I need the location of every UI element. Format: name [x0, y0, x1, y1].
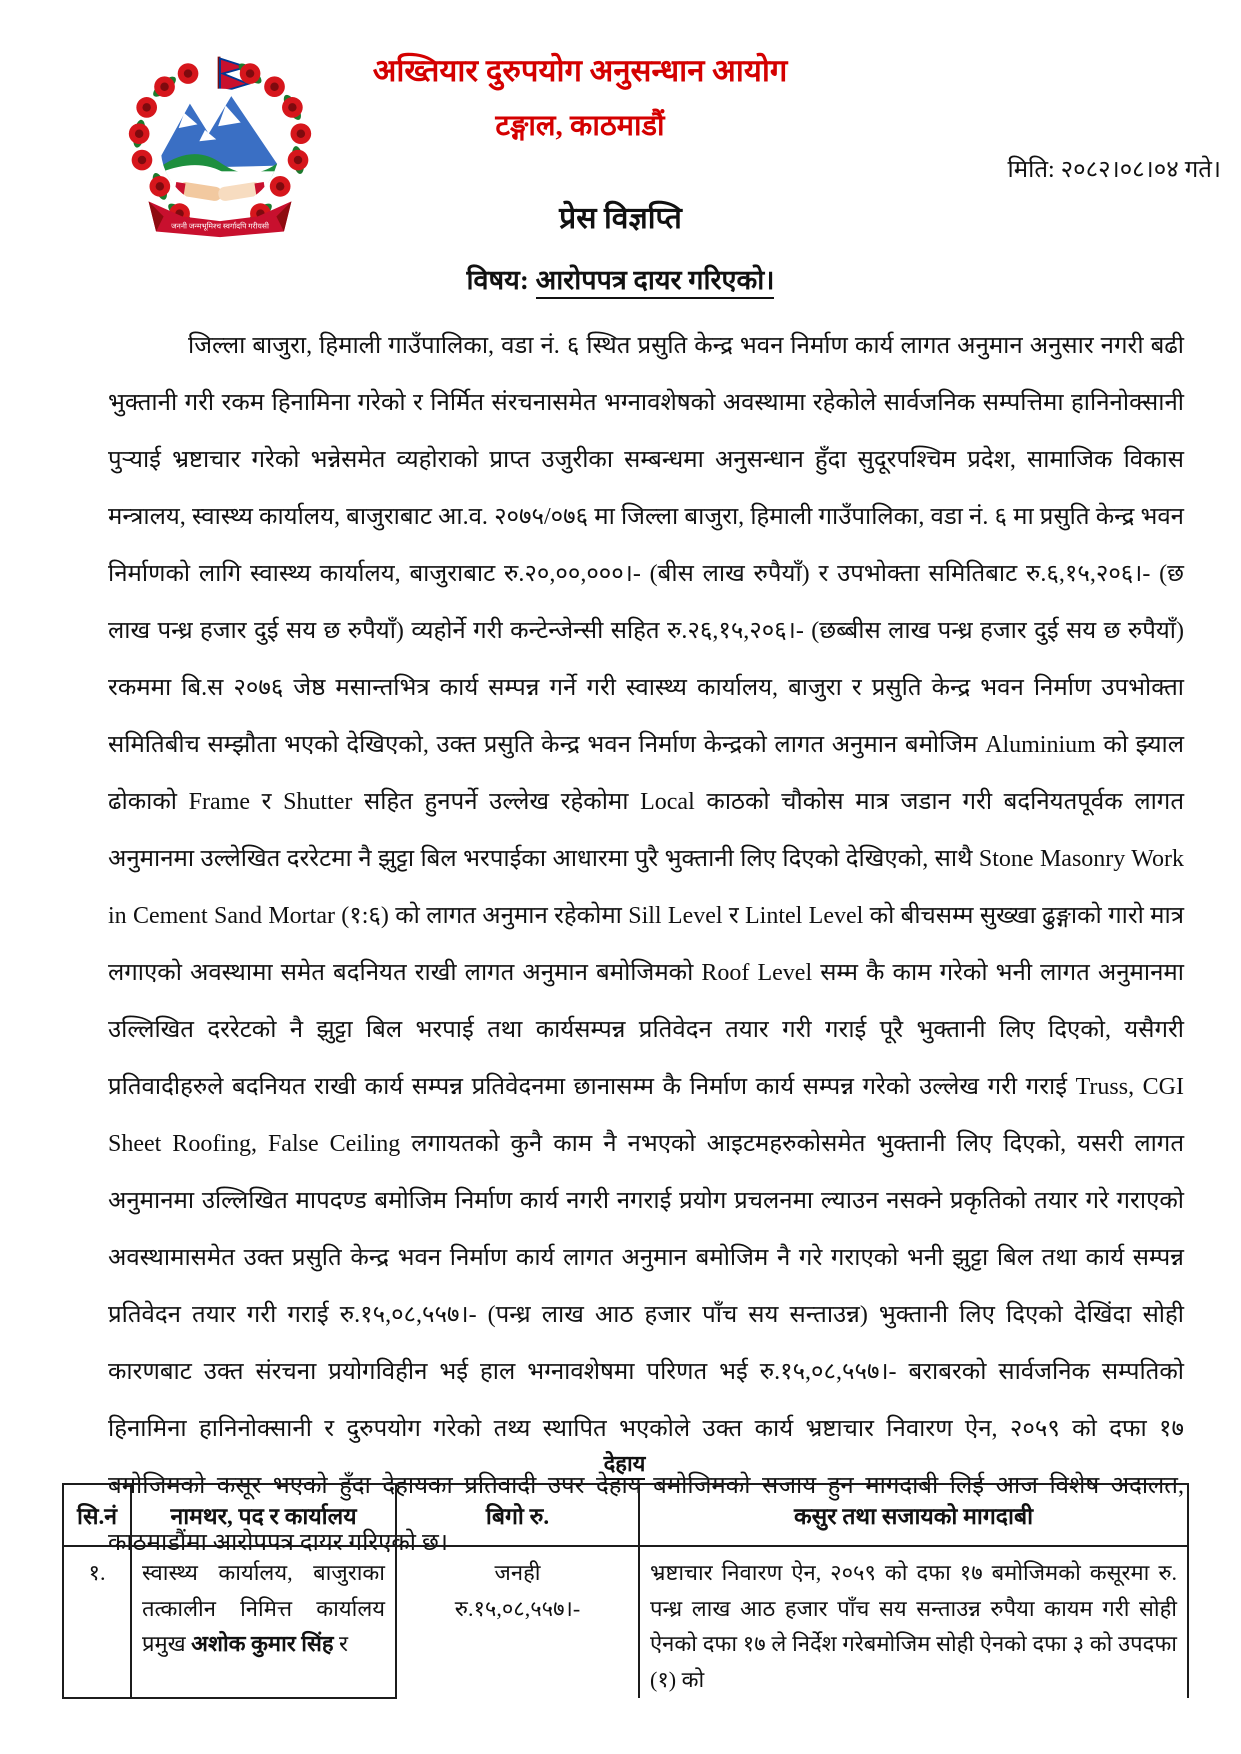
table-caption — [62, 1448, 1187, 1478]
defendant-suffix: र — [333, 1631, 349, 1657]
row-charge: भ्रष्टाचार निवारण ऐन, २०५९ को दफा १७ बमोजिमको कसूरमा रु. पन्ध्र लाख आठ हजार पाँच सय सन्ताउन्न रुपैया कायम गरी सोही ऐनको दफा १७ ले निर्देश गरेबमोजिम सोही ऐनको दफा ३ को उपदफा (१) को — [639, 1546, 1188, 1698]
table-row — [63, 1546, 1188, 1698]
col-header-name: नामथर, पद र कार्यालय — [131, 1484, 396, 1546]
charges-table — [62, 1483, 1189, 1699]
subject-line — [0, 260, 1241, 297]
org-address: टङ्गाल, काठमाडौं — [495, 109, 665, 142]
body-paragraph: जिल्ला बाजुरा, हिमाली गाउँपालिका, वडा नं. ६ स्थित प्रसुति केन्द्र भवन निर्माण कार्य लागत अनुमान अनुसार नगरी बढी भुक्तानी गरी रकम हिनामिना गरेको र निर्मित संरचनासमेत भग्नावशेषको अवस्थामा रहेकोले सार्वजनिक सम्पत्तिमा हानिनोक्सानी पुऱ्याई भ्रष्टाचार गरेको भन्नेसमेत व्यहोराको प्राप्त उजुरीका सम्बन्धमा अनुसन्धान हुँदा सुदूरपश्चिम प्रदेश, सामाजिक विकास मन्त्रालय, स्वास्थ्य कार्यालय, बाजुराबाट आ.व. २०७५/०७६ मा जिल्ला बाजुरा, हिमाली गाउँपालिका, वडा नं. ६ मा प्रसुति केन्द्र भवन निर्माणको लागि स्वास्थ्य कार्यालय, बाजुराबाट रु.२०,००,०००।- (बीस लाख रुपैयाँ) र उपभोक्ता समितिबाट रु.६,१५,२०६।- (छ लाख पन्ध्र हजार दुई सय छ रुपैयाँ) व्यहोर्ने गरी कन्टेन्जेन्सी सहित रु.२६,१५,२०६।- (छब्बीस लाख पन्ध्र हजार दुई सय छ रुपैयाँ) रकममा बि.स २०७६ जेष्ठ मसान्तभित्र कार्य सम्पन्न गर्ने गरी स्वास्थ्य कार्यालय, बाजुरा र प्रसुति केन्द्र भवन निर्माण उपभोक्ता समितिबीच सम्झौता भएको देखिएको, उक्त प्रसुति केन्द्र भवन निर्माण केन्द्रको लागत अनुमान बमोजिम Aluminium को झ्याल ढोकाको Frame र Shutter सहित हुनपर्ने उल्लेख रहेकोमा Local काठको चौकोस मात्र जडान गरी बदनियतपूर्वक लागत अनुमानमा उल्लेखित दररेटमा नै झुट्टा बिल भरपाईका आधारमा पुरै भुक्तानी लिए दिएको देखिएको, साथै Stone Masonry Work in Cement Sand Mortar (१:६) को लागत अनुमान रहेकोमा Sill Level र Lintel Level को बीचसम्म सुख्खा ढुङ्गाको गारो मात्र लगाएको अवस्थामा समेत बदनियत राखी लागत अनुमान बमोजिमको Roof Level सम्म कै काम गरेको भनी लागत अनुमानमा उल्लिखित दररेटको नै झुट्टा बिल भरपाई तथा कार्यसम्पन्न प्रतिवेदन तयार गरी गराई पूरै भुक्तानी लिए दिएको, यसैगरी प्रतिवादीहरुले बदनियत राखी कार्य सम्पन्न प्रतिवेदनमा छानासम्म कै निर्माण कार्य सम्पन्न गरेको उल्लेख गरी गराई Truss, CGI Sheet Roofing, False Ceiling लगायतको कुनै काम नै नभएको आइटमहरुकोसमेत भुक्तानी लिए दिएको, यसरी लागत अनुमानमा उल्लिखित मापदण्ड बमोजिम निर्माण कार्य नगरी नगराई प्रयोग प्रचलनमा ल्याउन नसक्ने प्रकृतिको तयार गरे गराएको अवस्थामासमेत उक्त प्रसुति केन्द्र भवन निर्माण कार्य लागत अनुमान बमोजिम नै गरे गराएको भनी झुट्टा बिल तथा कार्य सम्पन्न प्रतिवेदन तयार गरी गराई रु.१५,०८,५५७।- (पन्ध्र लाख आठ हजार पाँच सय सन्ताउन्न) भुक्तानी लिए दिएको देखिंदा सोही कारणबाट उक्त संरचना प्रयोगविहीन भई हाल भग्नावशेषमा परिणत भई रु.१५,०८,५५७।- बराबरको सार्वजनिक सम्पतिको हिनामिना हानिनोक्सानी र दुरुपयोग गरेको तथ्य स्थापित भएकोले उक्त कार्य भ्रष्टाचार निवारण ऐन, २०५९ को दफा १७ बमोजिमको कसूर भएको हुँदा देहायका प्रतिवादी उपर देहाय बमोजिमको सजाय हुन मागदाबी लिई आज विशेष अदालत, काठमाडौंमा आरोपपत्र दायर गरिएको छ। — [108, 333, 1184, 1556]
defendant-name: अशोक कुमार सिंह — [191, 1631, 334, 1657]
subject-label: विषय: — [466, 265, 529, 295]
table-header-row — [63, 1484, 1188, 1546]
amount-label: जनही — [494, 1560, 541, 1585]
org-name: अख्तियार दुरुपयोग अनुसन्धान आयोग — [372, 53, 788, 88]
amount-value: रु.१५,०८,५५७।- — [454, 1595, 581, 1621]
logo-motto-text: जननी जन्मभूमिश्च स्वर्गादपि गरीयसी — [171, 221, 269, 231]
letterhead — [0, 52, 1160, 144]
page-title: प्रेस विज्ञप्ति — [559, 202, 682, 235]
date-line: मिति: २०८२।०८।०४ गते। — [1007, 157, 1221, 183]
col-header-sn: सि.नं — [63, 1484, 131, 1546]
row-sn: १. — [63, 1546, 131, 1698]
row-defendant — [131, 1546, 396, 1698]
col-header-amount: बिगो रु. — [396, 1484, 639, 1546]
row-amount — [396, 1546, 639, 1698]
subject-text: आरोपपत्र दायर गरिएको। — [536, 265, 775, 299]
defendant-office: स्वास्थ्य कार्यालय, बाजुराका तत्कालीन निमित्त कार्यालय प्रमुख — [142, 1560, 385, 1657]
table-caption-text: देहाय — [604, 1451, 646, 1480]
charges-table-wrap — [62, 1483, 1187, 1699]
col-header-charge: कसुर तथा सजायको मागदाबी — [639, 1484, 1188, 1546]
